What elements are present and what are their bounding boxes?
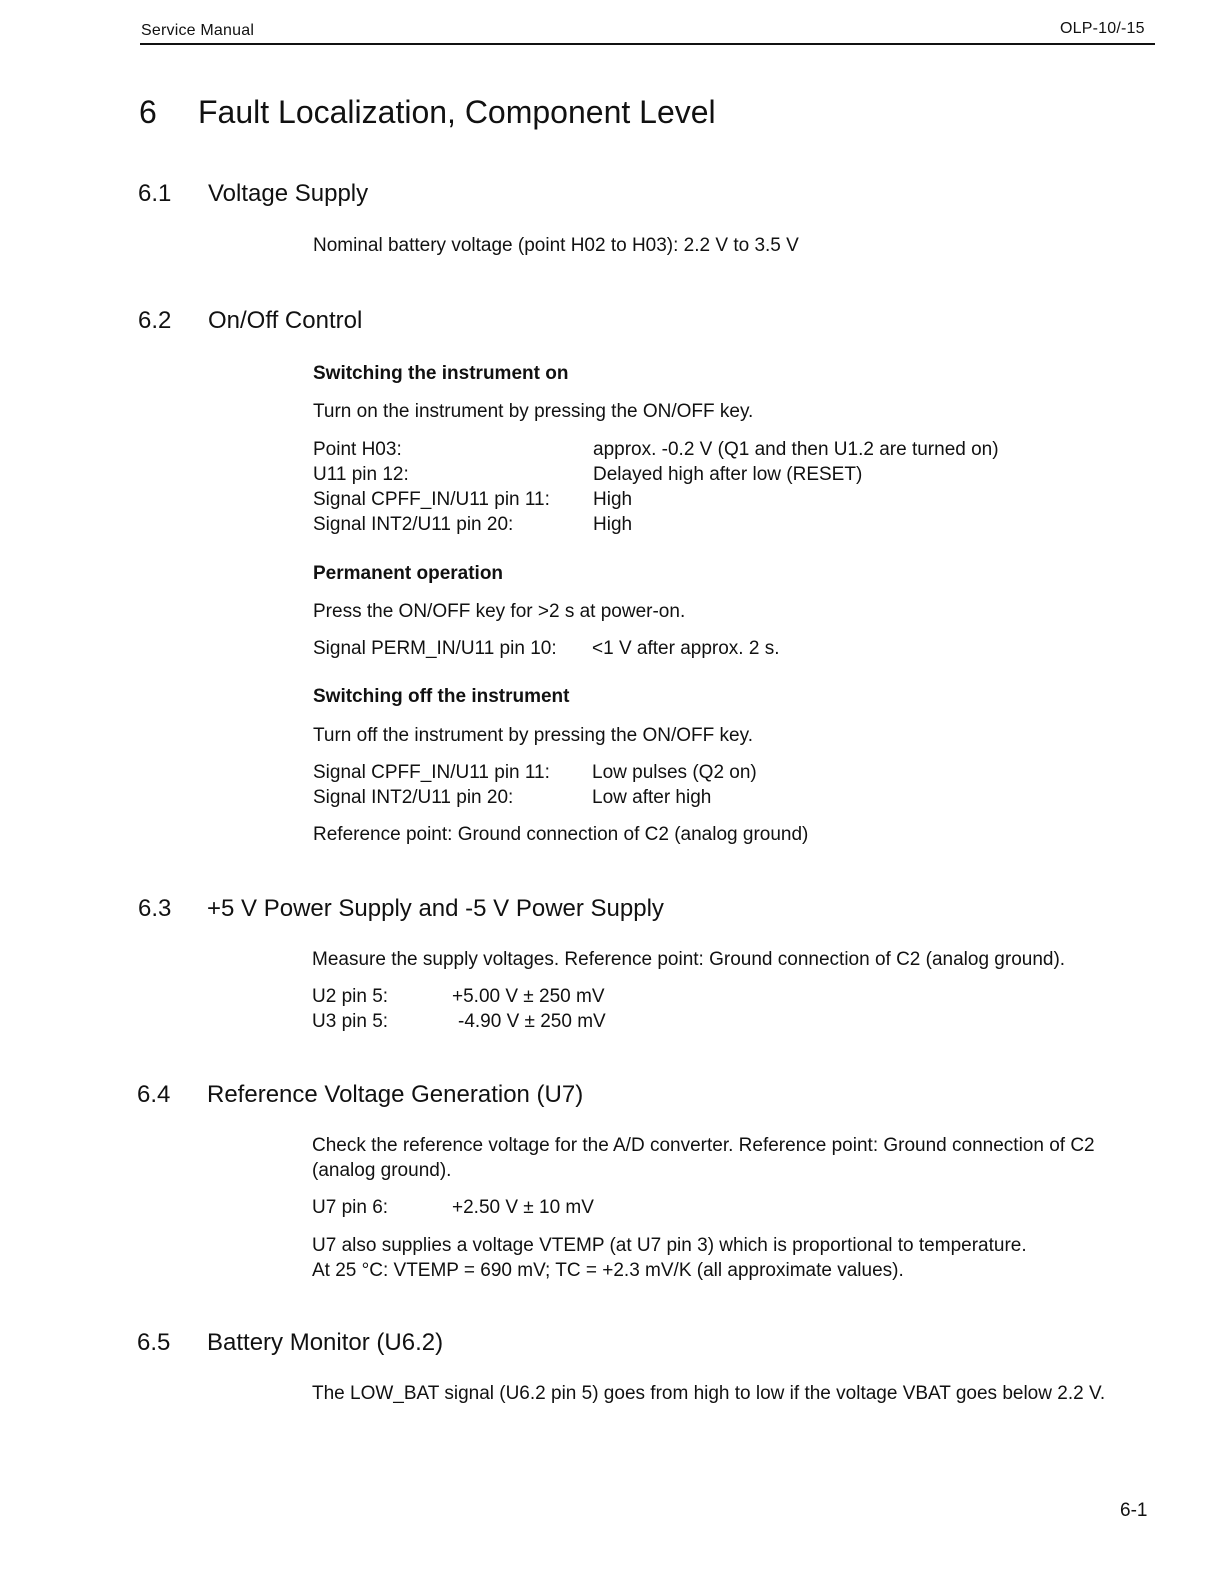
section-6-2-number: 6.2 bbox=[138, 307, 172, 334]
switching-off-heading: Switching off the instrument bbox=[313, 686, 570, 707]
section-6-4-title: Reference Voltage Generation (U7) bbox=[207, 1081, 584, 1108]
permanent-operation-intro: Press the ON/OFF key for >2 s at power-on. bbox=[313, 601, 686, 622]
supply-row-value: -4.90 V ± 250 mV bbox=[458, 1011, 606, 1032]
perm-row-label: Signal PERM_IN/U11 pin 10: bbox=[313, 638, 557, 659]
section-6-5-number: 6.5 bbox=[137, 1329, 171, 1356]
header-right: OLP-10/-15 bbox=[1060, 20, 1145, 37]
supply-row-label: U2 pin 5: bbox=[312, 986, 389, 1007]
supply-row-label: U3 pin 5: bbox=[312, 1011, 389, 1032]
on-row-value: High bbox=[593, 489, 633, 510]
header-left: Service Manual bbox=[141, 22, 255, 39]
off-row-value: Low after high bbox=[592, 787, 712, 808]
off-row-value: Low pulses (Q2 on) bbox=[592, 762, 757, 783]
section-6-5-title: Battery Monitor (U6.2) bbox=[207, 1329, 444, 1356]
switching-on-intro: Turn on the instrument by pressing the ON/OFF key. bbox=[313, 401, 754, 422]
vtemp-note-line-2: At 25 °C: VTEMP = 690 mV; TC = +2.3 mV/K (all approximate values). bbox=[312, 1260, 904, 1281]
on-row-value: Delayed high after low (RESET) bbox=[593, 464, 863, 485]
on-row-label: U11 pin 12: bbox=[313, 464, 409, 485]
on-row-label: Signal CPFF_IN/U11 pin 11: bbox=[313, 489, 550, 510]
reference-row-value: +2.50 V ± 10 mV bbox=[452, 1197, 594, 1218]
off-row-label: Signal INT2/U11 pin 20: bbox=[313, 787, 514, 808]
header-rule bbox=[140, 43, 1155, 45]
section-6-2-title: On/Off Control bbox=[208, 307, 363, 334]
switching-on-heading: Switching the instrument on bbox=[313, 363, 569, 384]
permanent-operation-heading: Permanent operation bbox=[313, 563, 504, 584]
on-row-label: Signal INT2/U11 pin 20: bbox=[313, 514, 514, 535]
on-row-value: approx. -0.2 V (Q1 and then U1.2 are turned on) bbox=[593, 439, 999, 460]
section-6-1-number: 6.1 bbox=[138, 180, 172, 207]
section-6-4-text: Check the reference voltage for the A/D converter. Reference point: Ground connection of C2 (analog ground). bbox=[312, 1135, 1095, 1181]
chapter-number: 6 bbox=[139, 94, 157, 130]
on-row-value: High bbox=[593, 514, 633, 535]
section-6-1-text: Nominal battery voltage (point H02 to H03): 2.2 V to 3.5 V bbox=[313, 235, 799, 256]
section-6-3-text: Measure the supply voltages. Reference point: Ground connection of C2 (analog ground). bbox=[312, 949, 1066, 970]
perm-row-value: <1 V after approx. 2 s. bbox=[592, 638, 780, 659]
section-6-3-number: 6.3 bbox=[138, 895, 172, 922]
chapter-title: Fault Localization, Component Level bbox=[198, 94, 716, 130]
vtemp-note-line-1: U7 also supplies a voltage VTEMP (at U7 pin 3) which is proportional to temperature. bbox=[312, 1235, 1027, 1256]
on-row-label: Point H03: bbox=[313, 439, 402, 460]
section-6-1-title: Voltage Supply bbox=[208, 180, 369, 207]
section-6-3-title: +5 V Power Supply and -5 V Power Supply bbox=[207, 895, 664, 922]
off-row-label: Signal CPFF_IN/U11 pin 11: bbox=[313, 762, 550, 783]
supply-row-value: +5.00 V ± 250 mV bbox=[452, 986, 605, 1007]
section-6-4-number: 6.4 bbox=[137, 1081, 171, 1108]
off-reference: Reference point: Ground connection of C2 (analog ground) bbox=[313, 824, 809, 845]
switching-off-intro: Turn off the instrument by pressing the ON/OFF key. bbox=[313, 725, 753, 746]
page-number: 6-1 bbox=[1120, 1500, 1148, 1521]
reference-row-label: U7 pin 6: bbox=[312, 1197, 389, 1218]
section-6-5-text: The LOW_BAT signal (U6.2 pin 5) goes from high to low if the voltage VBAT goes below 2.2 V. bbox=[312, 1383, 1106, 1404]
